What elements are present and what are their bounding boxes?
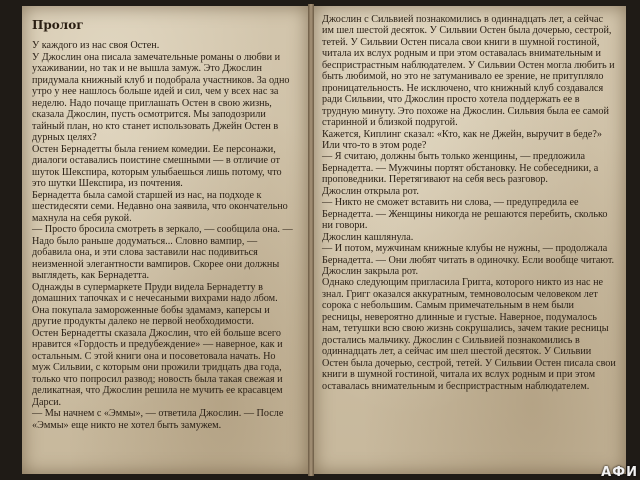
paragraph: — Просто бросила смотреть в зеркало, — сообщила она. — Надо было раньше додуматься... Словно вампир, — добавила она, и эти слова заставили нас подивиться неизменной элегантности вампиров. Скорее они должны выглядеть, как Бернадетта. xyxy=(32,224,293,281)
paragraph: — Никто не сможет вставить ни слова, — предупредила ее Бернадетта. — Женщины никогда не решаются перебить, сколько ни говори. xyxy=(322,197,608,232)
paragraph: Однако следующим пригласила Григга, которого никто из нас не знал. Григг оказался аккуратным, темноволосым человеком лет сорока с небольшим. Самым примечательным в нем были ресницы, невероятно длинные и густые. Наверное, подумалось нам, тетушки всю свою жизнь сокрушались, зачем такие ресницы достались мальчику. Джослин с Сильвией познакомились в одиннадцать лет, а сейчас им шел шестой десяток. У Сильвии Остен была дочерью, сестрой, тетей. У Сильвии Остен писала свои книги в шумной гостиной, читала их вслух родным и при этом оставалась внимательным и беспристрастным наблюдателем. xyxy=(322,277,616,392)
paragraph: Однажды в супермаркете Пруди видела Бернадетту в домашних тапочках и с нечесаными вихрами надо лбом. Она покупала замороженные бобы эдамамэ, каперсы и другие продукты далеко не первой необходимости. xyxy=(32,281,278,327)
paragraph: Джослин закрыла рот. xyxy=(322,265,419,277)
chapter-title: Пролог xyxy=(32,18,84,32)
paragraph: Остен Бернадетты сказала Джослин, что ей больше всего нравится «Гордость и предубеждение» — наверное, как и остальным. С этой книги она и посоветовала начать. Но муж Сильвии, с которым они прожили тридцать два года, только что попросил развод; новость была такая свежая и деликатная, что Джослин решила не мучить ее красавцем Дарси. xyxy=(32,327,283,408)
left-page[interactable] xyxy=(22,6,308,474)
paragraph: У Джослин она писала замечательные романы о любви и ухаживании, но так и не вышла замуж. Это Джослин придумала книжный клуб и подобрала участников. За одно утро у нее нашлось больше идей и сил, чем у всех нас за неделю. Надо почаще приглашать Остен в свою жизнь, сказала Джослин, пусть осмотрится. Мы заподозрили тайный план, но кто станет использовать Джейн Остен в дурных целях? xyxy=(32,51,290,143)
paragraph: Джослин с Сильвией познакомились в одиннадцать лет, а сейчас им шел шестой десяток. У Сильвии Остен была дочерью, сестрой, тетей. У Сильвии Остен писала свои книги в шумной гостиной, читала их вслух родным и при этом оставалась внимательным и беспристрастным наблюдателем. У Сильвии Остен могла любить и быть любимой, но это не затуманивало ее зрение, не притупляло проницательность. Не исключено, что книжный клуб создавался ради Сильвии, что Джослин просто хотела поддержать ее в трудную минуту. Это похоже на Джослин. Сильвия была ее самой старинной и близкой подругой. xyxy=(322,14,615,129)
right-page[interactable] xyxy=(314,6,626,474)
paragraph: Бернадетта была самой старшей из нас, на подходе к шестидесяти семи. Недавно она заявила, что окончательно махнула на себя рукой. xyxy=(32,189,288,224)
watermark-logo: АФИ xyxy=(601,465,638,480)
paragraph: Джослин кашлянула. xyxy=(322,231,414,243)
right-page-content xyxy=(322,14,616,468)
paragraph: Остен Бернадетты была гением комедии. Ее персонажи, диалоги оставались поистине смешными — в отличие от шуток Шекспира, которым улыбаешься лишь потому, что это шутки Шекспира, из почтения. xyxy=(32,143,282,189)
paragraph: — И потом, мужчинам книжные клубы не нужны, — продолжала Бернадетта. — Они любят читать в одиночку. Если вообще читают. xyxy=(322,243,615,266)
paragraph: У каждого из нас своя Остен. xyxy=(32,40,160,51)
left-page-content xyxy=(32,18,296,468)
paragraph: Джослин открыла рот. xyxy=(322,185,419,197)
paragraph: — Я считаю, должны быть только женщины, — предложила Бернадетта. — Мужчины портят обстановку. Не собеседники, а проповедники. Перетягивают на себя весь разговор. xyxy=(322,151,599,186)
paragraph: Кажется, Киплинг сказал: «Кто, как не Джейн, выручит в беде?» Или что-то в этом роде? xyxy=(322,128,602,151)
paragraph: — Мы начнем с «Эммы», — ответила Джослин. — После «Эммы» еще никто не хотел быть замужем. xyxy=(32,408,284,431)
